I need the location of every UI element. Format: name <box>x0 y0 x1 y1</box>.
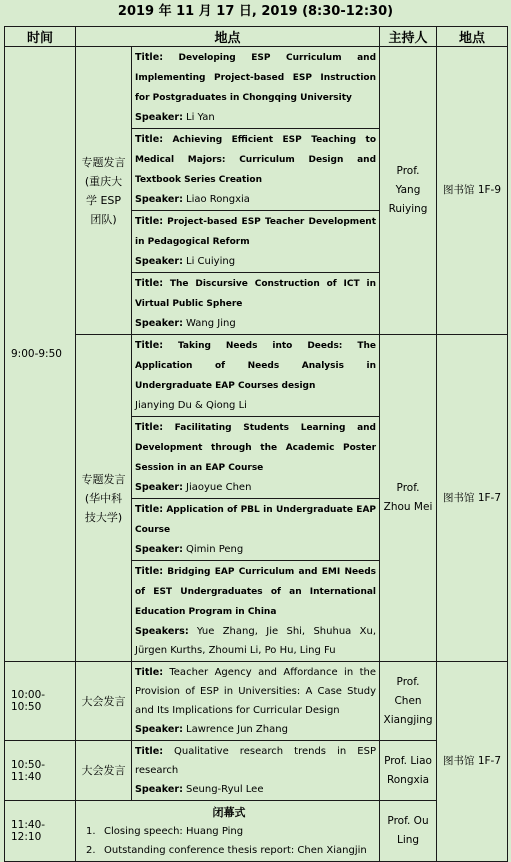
talk-speaker: Qimin Peng <box>186 544 244 555</box>
title-label: Title: <box>135 340 164 351</box>
header-row <box>5 27 508 47</box>
talk-cell <box>132 335 380 417</box>
talk-speaker: Li Cuiying <box>186 256 236 267</box>
talk-title: Facilitating Students Learning and Development through the Academic Poster Session in an EAP Course <box>135 423 377 473</box>
title-label: Title: <box>135 746 164 757</box>
title-label: Title: <box>135 52 164 63</box>
talk-speaker: Wang Jing <box>186 318 236 329</box>
talk-cell <box>132 273 380 335</box>
time-cell: 11:40-12:10 <box>5 801 76 862</box>
list-item-text: Closing speech: Huang Ping <box>104 825 244 837</box>
speaker-label: Speaker: <box>135 724 183 735</box>
speaker-label: Speaker: <box>135 544 183 555</box>
speaker-label: Speaker: <box>135 194 183 205</box>
host-cell: Prof. Zhou Mei <box>380 335 437 662</box>
speakers-label: Speakers: <box>135 626 189 637</box>
talk-cell <box>132 499 380 561</box>
list-number: 2. <box>86 844 96 856</box>
talk-cell <box>132 129 380 211</box>
talk-title: Developing ESP Curriculum and Implementing Project-based ESP Instruction for Postgraduates in Chongqing University <box>135 53 377 103</box>
page-title: 2019 年 11 月 17 日, 2019 (8:30-12:30) <box>117 4 394 19</box>
talk-title: Project-based ESP Teacher Development in Pedagogical Reform <box>135 217 377 247</box>
talk-speaker: Yue Zhang, Jie Shi, Shuhua Xu, Jürgen Kurths, Zhoumi Li, Po Hu, Ling Fu <box>135 626 377 656</box>
table-row <box>5 335 508 417</box>
talk-title: Achieving Efficient ESP Teaching to Medical Majors: Curriculum Design and Textbook Series Creation <box>135 135 377 185</box>
title-label: Title: <box>135 278 164 289</box>
host-cell: Prof. Ou Ling <box>380 801 437 862</box>
title-label: Title: <box>135 216 164 227</box>
location-cell: 图书馆 1F-7 <box>437 335 508 662</box>
talk-speaker: Seung-Ryul Lee <box>186 784 264 795</box>
speaker-label: Speaker: <box>135 318 183 329</box>
table-row <box>5 741 508 801</box>
talk-cell <box>132 741 380 801</box>
talk-title: Bridging EAP Curriculum and EMI Needs of EST Undergraduates of an International Education Program in China <box>135 567 377 617</box>
talk-speaker: Jiaoyue Chen <box>186 482 252 493</box>
session-type: 专题发言(重庆大学 ESP 团队) <box>76 47 132 335</box>
talk-cell <box>132 417 380 499</box>
list-item-text: Outstanding conference thesis report: Chen Xiangjin <box>104 844 367 856</box>
speaker-label: Speaker: <box>135 256 183 267</box>
table-row <box>5 801 508 862</box>
host-cell: Prof. Chen Xiangjing <box>380 662 437 741</box>
list-item <box>82 822 376 841</box>
speaker-label: Speaker: <box>135 482 183 493</box>
title-label: Title: <box>135 566 164 577</box>
title-label: Title: <box>135 504 164 515</box>
location-cell: 图书馆 1F-7 <box>437 662 508 862</box>
speaker-label: Speaker: <box>135 784 183 795</box>
title-label: Title: <box>135 422 164 433</box>
talk-title: The Discursive Construction of ICT in Virtual Public Sphere <box>135 279 376 309</box>
session-type: 大会发言 <box>76 662 132 741</box>
speaker-label: Speaker: <box>135 112 183 123</box>
talk-speaker: Lawrence Jun Zhang <box>186 724 288 735</box>
host-cell: Prof. Yang Ruiying <box>380 47 437 335</box>
talk-cell <box>132 47 380 129</box>
closing-ceremony-heading: 闭幕式 <box>212 805 246 819</box>
talk-speaker: Jianying Du & Qiong Li <box>135 400 247 411</box>
location-cell: 图书馆 1F-9 <box>437 47 508 335</box>
talk-cell <box>132 211 380 273</box>
column-header-location: 地点 <box>437 27 508 47</box>
list-number: 1. <box>86 825 96 837</box>
time-cell: 9:00-9:50 <box>5 47 76 662</box>
column-header-time: 时间 <box>5 27 76 47</box>
schedule-table <box>4 26 508 862</box>
time-cell: 10:50-11:40 <box>5 741 76 801</box>
column-header-venue: 地点 <box>76 27 380 47</box>
session-type: 大会发言 <box>76 741 132 801</box>
talk-cell <box>132 561 380 662</box>
talk-speaker: Liao Rongxia <box>186 194 250 205</box>
column-header-host: 主持人 <box>380 27 437 47</box>
host-cell: Prof. Liao Rongxia <box>380 741 437 801</box>
talk-title: Teacher Agency and Affordance in the Provision of ESP in Universities: A Case Study and Its Implications for Curricular Design <box>135 667 377 716</box>
talk-title: Taking Needs into Deeds: The Application of Needs Analysis in Undergraduate EAP Courses design <box>135 341 377 391</box>
talk-title: Qualitative research trends in ESP research <box>135 746 376 776</box>
closing-ceremony-cell <box>76 801 380 862</box>
time-cell: 10:00-10:50 <box>5 662 76 741</box>
session-type: 专题发言(华中科技大学) <box>76 335 132 662</box>
talk-title: Application of PBL in Undergraduate EAP Course <box>135 505 377 535</box>
title-label: Title: <box>135 667 164 678</box>
title-label: Title: <box>135 134 164 145</box>
table-row <box>5 662 508 741</box>
talk-speaker: Li Yan <box>186 112 215 123</box>
table-row <box>5 47 508 129</box>
talk-cell <box>132 662 380 741</box>
list-item <box>82 841 376 860</box>
